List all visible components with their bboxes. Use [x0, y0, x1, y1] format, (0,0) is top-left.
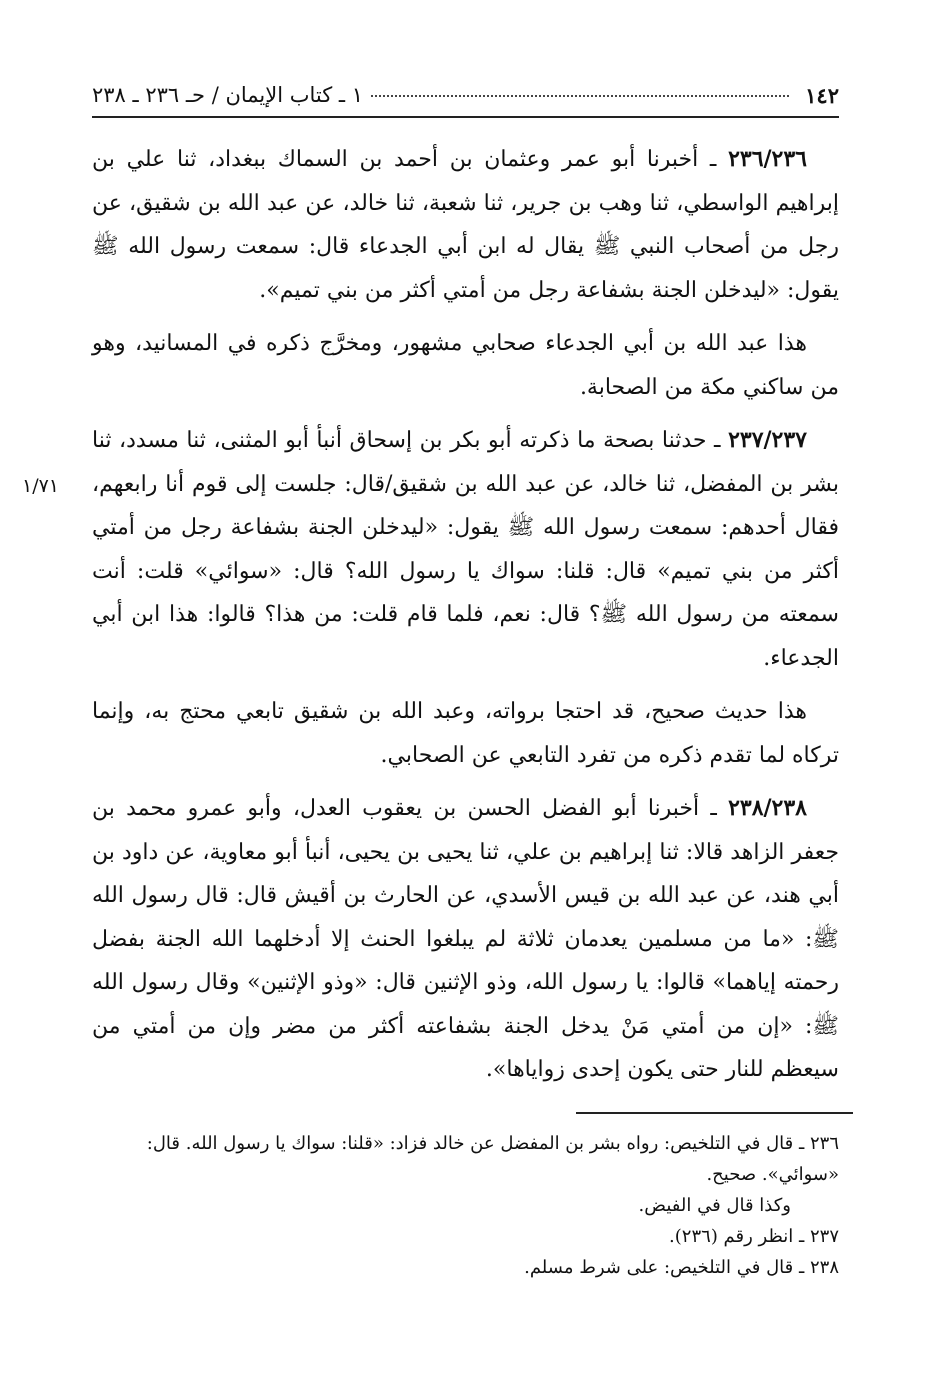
commentary-text: هذا عبد الله بن أبي الجدعاء صحابي مشهور، ومخرَّج ذكره في المسانيد، وهو من ساكني مكة من الصحابة.	[92, 331, 839, 400]
footnote-separator	[576, 1112, 853, 1114]
hadith-number: ٢٣٨/٢٣٨	[728, 795, 807, 821]
footnote-item: ٢٣٦ ـ قال في التلخيص: رواه بشر بن المفضل عن خالد فزاد: «قلنا: سواك يا رسول الله. قال: «سوائي». صحيح.	[146, 1133, 839, 1185]
margin-folio-note: ١/٧١	[22, 475, 60, 497]
header-title: ١ ـ كتاب الإيمان / حـ ٢٣٦ ـ ٢٣٨	[92, 83, 364, 107]
footnote-item: وكذا قال في الفيض.	[638, 1195, 791, 1216]
hadith-text: ـ أخبرنا أبو الفضل الحسن بن يعقوب العدل، وأبو عمرو محمد بن جعفر الزاهد قالا: ثنا إبراهيم بن علي، ثنا يحيى بن يحيى، أنبأ أبو معاوية، عن داود بن أبي هند، عن عبد الله بن قيس الأسدي، عن الحارث بن أقيش قال: قال رسول الله ﷺ: «ما من مسلمين يعدمان ثلاثة لم يبلغوا الحنث إلا أدخلهما الله الجنة بفضل رحمته إياهما» قالوا: يا رسول الله، وذو الإثنين قال: «وذو الإثنين» وقال رسول الله ﷺ: «إن من أمتي مَنْ يدخل الجنة بشفاعته أكثر من مضر وإن من أمتي من سيعظم للنار حتى يكون إحدى زواياها».	[92, 796, 839, 1082]
hadith-paragraph	[92, 419, 839, 680]
footnotes	[92, 1128, 839, 1283]
hadith-text: ـ حدثنا بصحة ما ذكرته أبو بكر بن إسحاق أنبأ أبو المثنى، ثنا مسدد، ثنا بشر بن المفضل، ثنا خالد، عن عبد الله بن شقيق/قال: جلست إلى قوم أنا رابعهم، فقال أحدهم: سمعت رسول الله ﷺ يقول: «ليدخلن الجنة بشفاعة رجل من أمتي أكثر من بني تميم» قال: قلنا: سواك يا رسول الله؟ قال: «سوائي» قلت: أنت سمعته من رسول الله ﷺ؟ قال: نعم، فلما قام قلت: من هذا؟ قالوا: هذا ابن أبي الجدعاء.	[92, 428, 839, 671]
footnote-item: ٢٣٧ ـ انظر رقم (٢٣٦).	[669, 1226, 839, 1247]
hadith-text: ـ أخبرنا أبو عمر وعثمان بن أحمد بن السماك ببغداد، ثنا علي بن إبراهيم الواسطي، ثنا وهب بن جرير، ثنا شعبة، ثنا خالد، عن عبد الله بن شقيق، عن رجل من أصحاب النبي ﷺ يقال له ابن أبي الجدعاء قال: سمعت رسول الله ﷺ يقول: «ليدخلن الجنة بشفاعة رجل من أمتي أكثر من بني تميم».	[92, 147, 839, 303]
hadith-number: ٢٣٦/٢٣٦	[728, 146, 807, 172]
footnote-item: ٢٣٨ ـ قال في التلخيص: على شرط مسلم.	[524, 1257, 839, 1278]
running-header	[92, 78, 839, 118]
hadith-paragraph	[92, 138, 839, 312]
page-number: ١٤٢	[805, 82, 839, 108]
commentary-paragraph	[92, 690, 839, 777]
dotted-leader	[371, 94, 789, 97]
hadith-paragraph	[92, 787, 839, 1092]
commentary-text: هذا حديث صحيح، قد احتجا برواته، وعبد الله بن شقيق تابعي محتج به، وإنما تركاه لما تقدم ذكره من تفرد التابعي عن الصحابي.	[92, 699, 839, 768]
hadith-number: ٢٣٧/٢٣٧	[728, 427, 807, 453]
commentary-paragraph	[92, 322, 839, 409]
body-text	[92, 138, 839, 1102]
